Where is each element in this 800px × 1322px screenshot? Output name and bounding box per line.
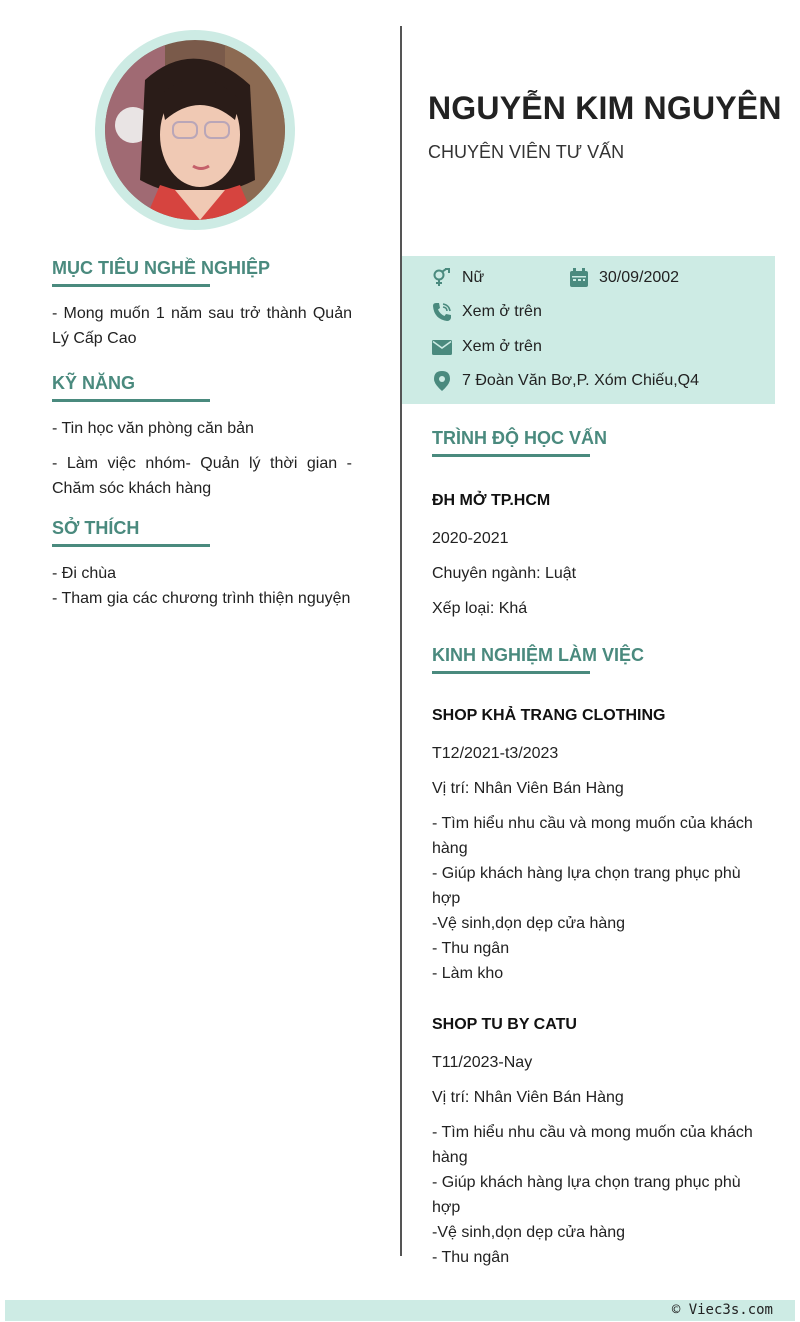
hobbies-title: SỞ THÍCH xyxy=(52,518,210,547)
skills-section xyxy=(52,373,352,501)
education-major: Chuyên ngành: Luật xyxy=(432,565,577,582)
job-duty: - Tìm hiểu nhu cầu và mong muốn của khách hàng xyxy=(432,815,753,857)
avatar xyxy=(95,30,295,230)
gender-value: Nữ xyxy=(462,269,485,286)
job-duty: -Vệ sinh,dọn dẹp cửa hàng xyxy=(432,915,626,932)
skill-item: - Tin học văn phòng căn bản xyxy=(52,420,254,437)
objective-title: MỤC TIÊU NGHỀ NGHIỆP xyxy=(52,258,210,287)
contact-panel xyxy=(402,256,775,404)
job-duty: - Làm kho xyxy=(432,965,504,982)
gender-icon xyxy=(432,268,452,288)
experience-section xyxy=(432,645,762,1270)
education-period: 2020-2021 xyxy=(432,530,509,547)
hobbies-section xyxy=(52,518,352,611)
job-company: SHOP KHẢ TRANG CLOTHING xyxy=(432,707,666,724)
profile-photo xyxy=(105,40,285,220)
job-entry xyxy=(432,707,762,986)
candidate-role: CHUYÊN VIÊN TƯ VẤN xyxy=(428,142,625,162)
footer-bar xyxy=(5,1300,795,1321)
phone-value: Xem ở trên xyxy=(462,303,542,320)
job-period: T12/2021-t3/2023 xyxy=(432,745,559,762)
birthday-row xyxy=(569,268,679,288)
calendar-icon xyxy=(569,268,589,288)
email-icon xyxy=(432,337,452,357)
objective-text: - Mong muốn 1 năm sau trở thành Quản Lý Cấp Cao xyxy=(52,305,352,347)
footer-credit: © Viec3s.com xyxy=(671,1302,773,1318)
job-period: T11/2023-Nay xyxy=(432,1054,533,1071)
job-company: SHOP TU BY CATU xyxy=(432,1016,577,1033)
job-duty: - Thu ngân xyxy=(432,1249,510,1266)
email-row xyxy=(432,337,542,357)
job-position: Vị trí: Nhân Viên Bán Hàng xyxy=(432,780,624,797)
job-duty: - Thu ngân xyxy=(432,940,510,957)
phone-row xyxy=(432,302,542,322)
hobby-item: - Đi chùa xyxy=(52,565,117,582)
education-section xyxy=(432,428,762,621)
job-duty: -Vệ sinh,dọn dẹp cửa hàng xyxy=(432,1224,626,1241)
job-entry xyxy=(432,1016,762,1270)
phone-icon xyxy=(432,302,452,322)
education-title: TRÌNH ĐỘ HỌC VẤN xyxy=(432,428,590,457)
birthday-value: 30/09/2002 xyxy=(599,269,680,286)
hobby-item: - Tham gia các chương trình thiện nguyện xyxy=(52,590,351,607)
school-name: ĐH MỞ TP.HCM xyxy=(432,492,551,509)
education-grade: Xếp loại: Khá xyxy=(432,600,528,617)
address-value: 7 Đoàn Văn Bơ,P. Xóm Chiếu,Q4 xyxy=(462,372,699,389)
objective-section xyxy=(52,258,352,351)
job-duty: - Giúp khách hàng lựa chọn trang phục phù hợp xyxy=(432,865,741,907)
location-pin-icon xyxy=(432,371,452,391)
job-position: Vị trí: Nhân Viên Bán Hàng xyxy=(432,1089,624,1106)
skill-item: - Làm việc nhóm- Quản lý thời gian - Chăm sóc khách hàng xyxy=(52,455,352,497)
candidate-name: NGUYỄN KIM NGUYÊN xyxy=(428,90,782,126)
gender-row xyxy=(432,268,484,288)
email-value: Xem ở trên xyxy=(462,338,542,355)
address-row xyxy=(432,371,699,391)
skills-title: KỸ NĂNG xyxy=(52,373,210,402)
column-divider xyxy=(400,26,402,1256)
experience-title: KINH NGHIỆM LÀM VIỆC xyxy=(432,645,590,674)
job-duty: - Giúp khách hàng lựa chọn trang phục phù hợp xyxy=(432,1174,741,1216)
job-duty: - Tìm hiểu nhu cầu và mong muốn của khách hàng xyxy=(432,1124,753,1166)
